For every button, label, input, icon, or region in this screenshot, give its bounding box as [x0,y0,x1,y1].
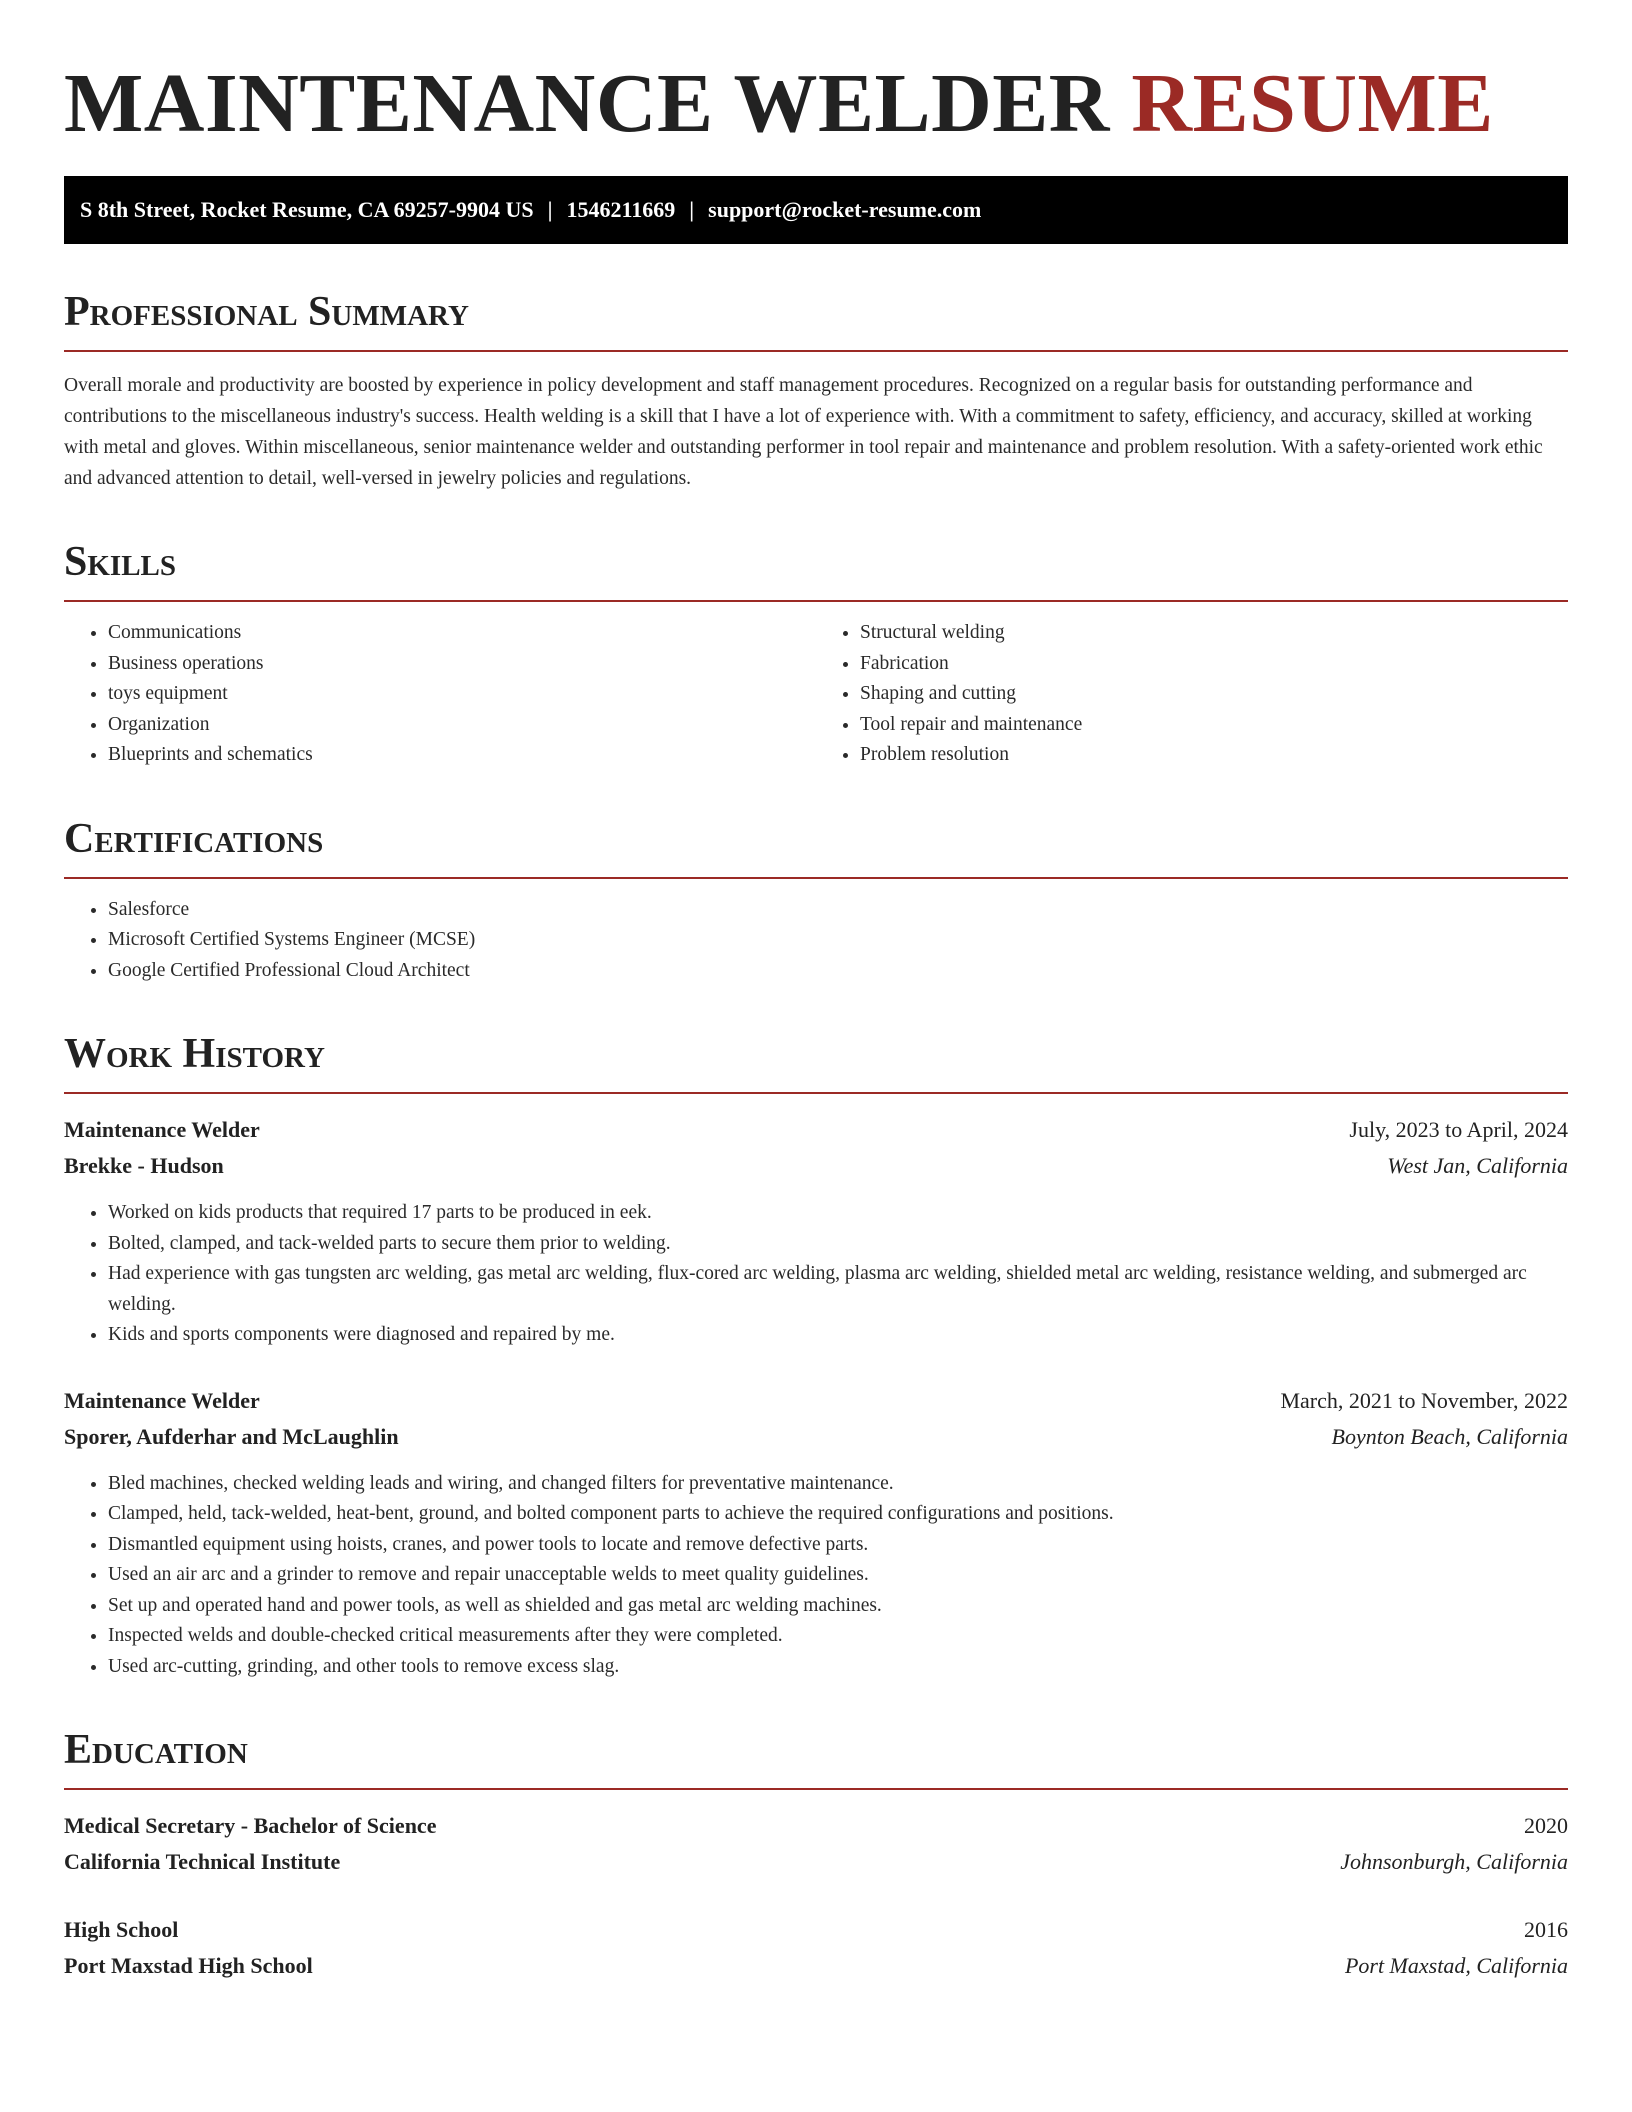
education-degree: Medical Secretary - Bachelor of Science [64,1813,437,1838]
contact-separator: | [547,197,553,222]
skills-section [64,538,1568,771]
job-bullet: • Bled machines, checked welding leads and wiring, and changed filters for preventative maintenance. [108,1469,1568,1500]
summary-text: Overall morale and productivity are boosted by experience in policy development and staff management procedures. Recognized on a regular basis for outstanding performance and contributions to the miscellaneous industry's success. Health welding is a skill that I have a lot of experience with. With a commitment to safety, efficiency, and accuracy, skilled at working with metal and gloves. Within miscellaneous, senior maintenance welder and outstanding performer in tool repair and maintenance and problem resolution. With a safety-oriented work ethic and advanced attention to detail, well-versed in jewelry policies and regulations. [64,375,1543,489]
skills-list-right [816,618,1568,771]
job-company-row [64,1419,1568,1455]
job-dates: July, 2023 to April, 2024 [1349,1117,1568,1142]
education-school: California Technical Institute [64,1849,341,1874]
education-degree-row [64,1912,1568,1948]
skill-item: • Communications [108,618,816,649]
contact-address: S 8th Street, Rocket Resume, CA 69257-9904 US [80,197,534,222]
job-company: Sporer, Aufderhar and McLaughlin [64,1423,399,1449]
contact-separator: | [689,197,695,222]
skills-grid [64,602,1568,771]
skill-item: • Problem resolution [860,740,1568,771]
contact-email[interactable]: support@rocket-resume.com [708,197,982,222]
job-company-row [64,1148,1568,1184]
certifications-heading: Certifications [64,815,1568,879]
education-school-row [64,1948,1568,1984]
job-location: Boynton Beach, California [1331,1423,1568,1449]
job-title: Maintenance Welder [64,1117,260,1142]
certifications-list [64,895,1568,987]
job-bullet: • Dismantled equipment using hoists, cranes, and power tools to locate and remove defective parts. [108,1530,1568,1561]
job-title: Maintenance Welder [64,1387,260,1413]
job-bullet: • Kids and sports components were diagnosed and repaired by me. [108,1320,1568,1351]
contact-phone: 1546211669 [566,197,676,222]
resume-title [64,56,1568,152]
certification-item: • Salesforce [108,895,1568,926]
job-entry [64,1383,1568,1683]
skill-item: • Shaping and cutting [860,679,1568,710]
education-degree-row [64,1808,1568,1844]
skills-heading: Skills [64,538,1568,602]
job-bullets [64,1469,1568,1683]
title-main: MAINTENANCE WELDER [64,57,1110,150]
job-bullet: • Used arc-cutting, grinding, and other tools to remove excess slag. [108,1652,1568,1683]
skill-item: • Tool repair and maintenance [860,710,1568,741]
skill-item: • Structural welding [860,618,1568,649]
education-location: Port Maxstad, California [1344,1953,1568,1978]
job-bullet: • Worked on kids products that required 17 parts to be produced in eek. [108,1198,1568,1229]
skill-item: • Fabrication [860,649,1568,680]
education-year: 2016 [1524,1917,1568,1942]
job-bullet: • Used an air arc and a grinder to remove and repair unacceptable welds to meet quality guidelines. [108,1560,1568,1591]
certification-item: • Google Certified Professional Cloud Architect [108,956,1568,987]
title-accent: RESUME [1131,57,1494,150]
education-entry [64,1808,1568,1880]
job-bullets [64,1198,1568,1351]
job-bullet: • Bolted, clamped, and tack-welded parts to secure them prior to welding. [108,1229,1568,1260]
summary-heading: Professional Summary [64,288,1568,352]
job-company: Brekke - Hudson [64,1153,224,1178]
education-school: Port Maxstad High School [64,1953,313,1978]
education-school-row [64,1844,1568,1880]
education-year: 2020 [1524,1813,1568,1838]
job-location: West Jan, California [1387,1153,1568,1178]
work-history-section [64,1030,1568,1682]
certifications-section [64,815,1568,987]
education-entry [64,1912,1568,1984]
job-bullet: • Inspected welds and double-checked critical measurements after they were completed. [108,1621,1568,1652]
education-heading: Education [64,1726,1568,1790]
job-bullet: • Set up and operated hand and power tools, as well as shielded and gas metal arc welding machines. [108,1591,1568,1622]
job-bullet: • Had experience with gas tungsten arc welding, gas metal arc welding, flux-cored arc welding, plasma arc welding, shielded metal arc welding, resistance welding, and submerged arc welding. [108,1259,1568,1320]
contact-bar [64,176,1568,244]
skill-item: • toys equipment [108,679,816,710]
summary-section [64,288,1568,494]
certification-item: • Microsoft Certified Systems Engineer (MCSE) [108,925,1568,956]
job-dates: March, 2021 to November, 2022 [1280,1387,1568,1413]
skill-item: • Blueprints and schematics [108,740,816,771]
skill-item: • Organization [108,710,816,741]
education-section [64,1726,1568,1984]
job-entry [64,1112,1568,1351]
job-head-row [64,1112,1568,1148]
education-degree: High School [64,1917,179,1942]
work-history-heading: Work History [64,1030,1568,1094]
education-location: Johnsonburgh, California [1340,1849,1568,1874]
job-head-row [64,1383,1568,1419]
skills-list-left [64,618,816,771]
skill-item: • Business operations [108,649,816,680]
job-bullet: • Clamped, held, tack-welded, heat-bent, ground, and bolted component parts to achieve the required configurations and positions. [108,1499,1568,1530]
